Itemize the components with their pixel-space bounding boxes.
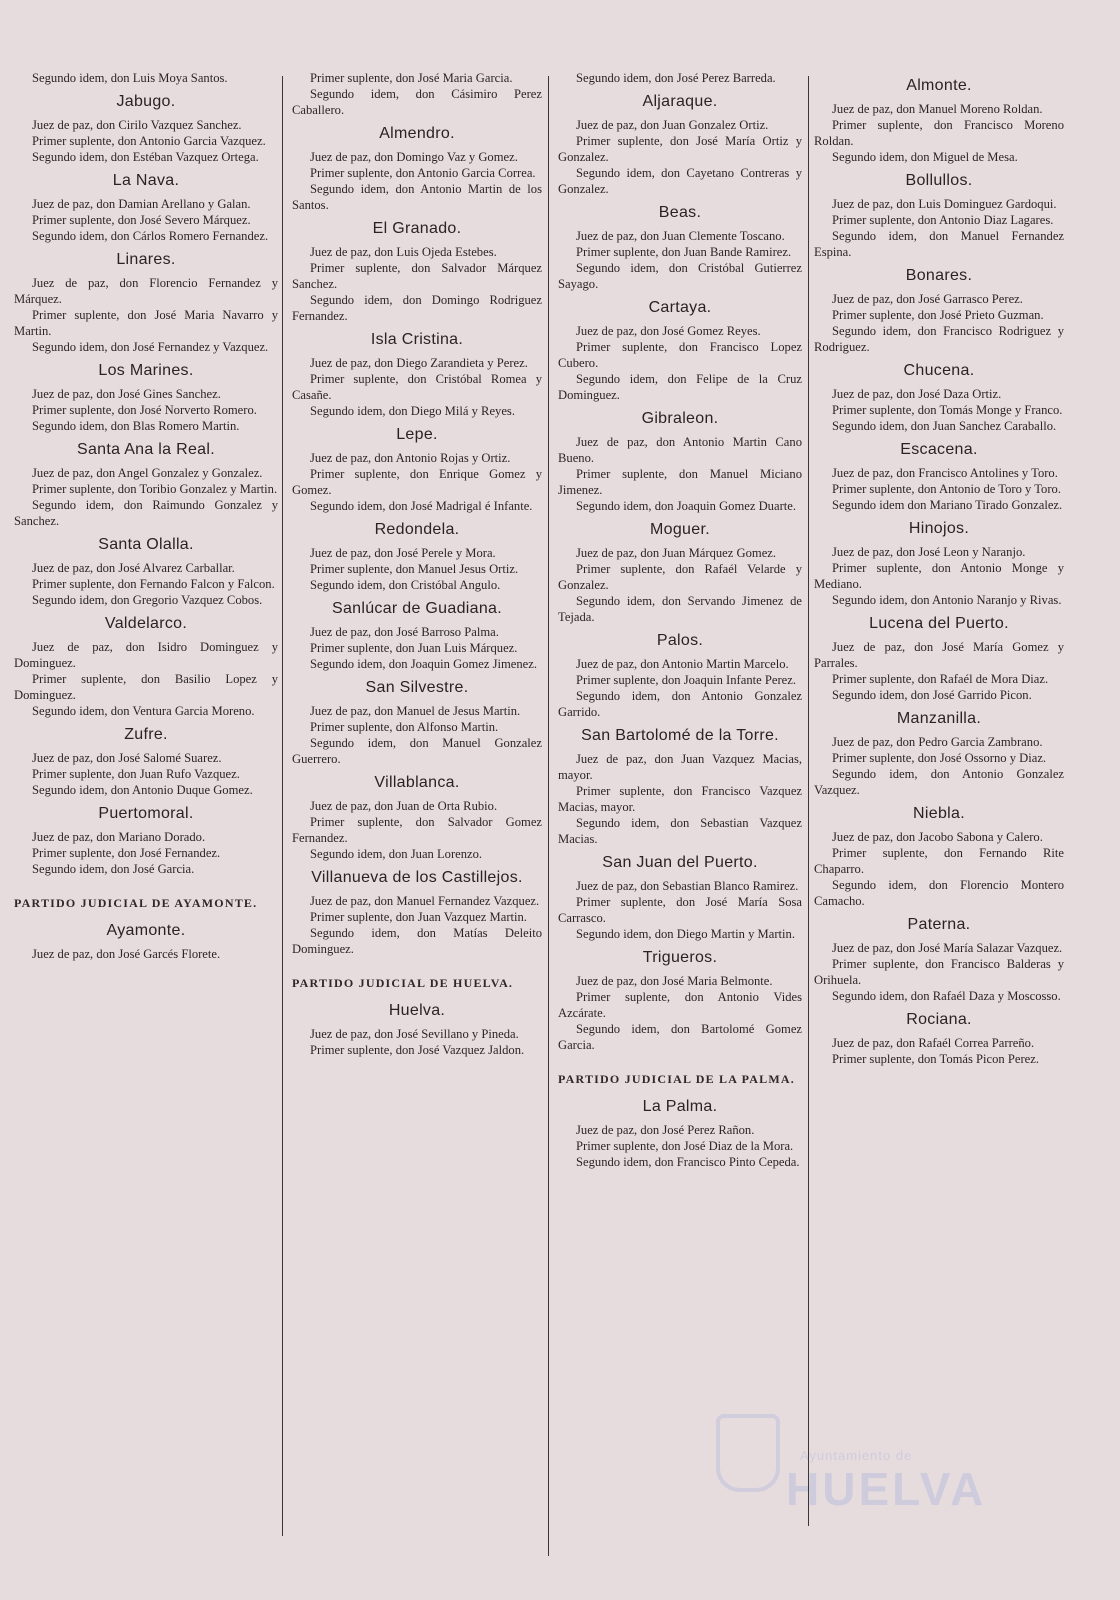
appointment-line: Juez de paz, don José Perez Rañon.: [576, 1123, 755, 1137]
town-heading: Palos.: [656, 632, 704, 649]
appointment-line: Primer suplente, don José María Ortiz y Gonzalez.: [558, 134, 802, 164]
town-heading: Ayamonte.: [106, 922, 186, 939]
appointment-line: Juez de paz, don Mariano Dorado.: [32, 830, 206, 844]
appointment-line: Juez de paz, don José María Salazar Vazquez.: [832, 941, 1063, 955]
appointment-line: Segundo idem, don Ventura Garcia Moreno.: [32, 704, 255, 718]
appointment-line: Primer suplente, don Tomás Monge y Franco.: [832, 403, 1063, 417]
town-heading: Santa Ana la Real.: [77, 441, 215, 458]
appointment-line: Segundo idem, don Domingo Rodriguez Fernandez.: [292, 293, 542, 323]
town-heading: Santa Olalla.: [98, 536, 194, 553]
town-heading: Aljaraque.: [642, 93, 718, 110]
town-heading: Manzanilla.: [896, 710, 982, 727]
appointment-line: Juez de paz, don José Leon y Naranjo.: [832, 545, 1026, 559]
town-heading: Moguer.: [650, 521, 710, 538]
municipality-entry: [14, 727, 278, 798]
municipality-entry: [292, 332, 542, 419]
municipality-entry: [14, 252, 278, 355]
appointment-line: Juez de paz, don José Perele y Mora.: [310, 546, 496, 560]
appointment-line: Primer suplente, don Rafaél Velarde y Gonzalez.: [558, 562, 802, 592]
appointment-line: Juez de paz, don Diego Zarandieta y Perez.: [310, 356, 528, 370]
town-heading: Redondela.: [374, 521, 460, 538]
appointment-line: Segundo idem, don Raimundo Gonzalez y Sanchez.: [14, 498, 278, 528]
town-heading: Niebla.: [913, 805, 965, 822]
municipality-entry: [292, 975, 542, 991]
appointment-line: Primer suplente, don José Diaz de la Mora.: [576, 1139, 794, 1153]
town-heading: Gibraleon.: [641, 410, 719, 427]
appointment-line: Juez de paz, don Angel Gonzalez y Gonzalez.: [32, 466, 263, 480]
town-heading: Jabugo.: [116, 93, 176, 110]
municipality-entry: [558, 205, 802, 292]
column-rule: [808, 76, 809, 1526]
town-heading: Beas.: [658, 204, 702, 221]
appointment-line: Segundo idem, don Felipe de la Cruz Dominguez.: [558, 372, 802, 402]
appointment-line: Segundo idem, don Cárlos Romero Fernandez.: [32, 229, 269, 243]
municipality-entry: [814, 521, 1064, 608]
municipality-entry: [558, 411, 802, 514]
appointment-line: Juez de paz, don Cirilo Vazquez Sanchez.: [32, 118, 242, 132]
municipality-entry: [292, 775, 542, 862]
appointment-line: Juez de paz, don José Daza Ortiz.: [832, 387, 1002, 401]
appointment-line: Juez de paz, don Antonio Martin Cano Bueno.: [558, 435, 802, 465]
watermark-line-2: HUELVA: [786, 1463, 987, 1515]
appointment-line: Primer suplente, don José María Sosa Carrasco.: [558, 895, 802, 925]
appointment-line: Primer suplente, don Toribio Gonzalez y Martin.: [32, 482, 278, 496]
appointment-line: Juez de paz, don Manuel Fernandez Vazquez.: [310, 894, 540, 908]
municipality-entry: [292, 126, 542, 213]
municipality-entry: [14, 923, 278, 962]
appointment-line: Primer suplente, don Manuel Jesus Ortiz.: [310, 562, 519, 576]
appointment-line: Juez de paz, don Jacobo Sabona y Calero.: [832, 830, 1043, 844]
municipality-entry: [814, 363, 1064, 434]
municipality-entry: [814, 917, 1064, 1004]
appointment-line: Primer suplente, don Francisco Lopez Cubero.: [558, 340, 802, 370]
town-heading: San Juan del Puerto.: [602, 854, 758, 871]
appointment-line: Primer suplente, don Juan Vazquez Martin.: [310, 910, 527, 924]
appointment-line: Segundo idem, don José Garrido Picon.: [832, 688, 1032, 702]
town-heading: Bollullos.: [905, 172, 973, 189]
municipality-entry: [292, 70, 542, 118]
judicial-district-heading: PARTIDO JUDICIAL DE LA PALMA.: [558, 1072, 795, 1086]
appointment-line: Juez de paz, don José Garcés Florete.: [32, 947, 221, 961]
appointment-line: Segundo idem, don Diego Milá y Reyes.: [310, 404, 515, 418]
municipality-entry: [292, 601, 542, 672]
appointment-line: Juez de paz, don José Gines Sanchez.: [32, 387, 221, 401]
appointment-line: Primer suplente, don Francisco Moreno Roldan.: [814, 118, 1064, 148]
appointment-line: Juez de paz, don José Garrasco Perez.: [832, 292, 1023, 306]
town-heading: La Nava.: [112, 172, 180, 189]
appointment-line: Segundo idem, don Antonio Gonzalez Garrido.: [558, 689, 802, 719]
appointment-line: Primer suplente, don Antonio Garcia Vazquez.: [32, 134, 266, 148]
appointment-line: Primer suplente, don José Ossorno y Diaz.: [832, 751, 1047, 765]
town-heading: La Palma.: [642, 1098, 718, 1115]
appointment-line: Juez de paz, don Juan Márquez Gomez.: [576, 546, 777, 560]
appointment-line: Primer suplente, don Francisco Vazquez Macias, mayor.: [558, 784, 802, 814]
text-column-2: [292, 70, 542, 1590]
municipality-entry: [14, 94, 278, 165]
town-heading: Villablanca.: [374, 774, 460, 791]
appointment-line: Primer suplente, don Antonio Diaz Lagares.: [832, 213, 1054, 227]
municipality-entry: [814, 616, 1064, 703]
appointment-line: Juez de paz, don Francisco Antolines y Toro.: [832, 466, 1058, 480]
column-rule: [548, 76, 549, 1556]
municipality-entry: [292, 870, 542, 957]
appointment-line: Primer suplente, don Fernando Falcon y Falcon.: [32, 577, 275, 591]
appointment-line: Segundo idem, don Juan Sanchez Caraballo.: [832, 419, 1057, 433]
municipality-entry: [558, 522, 802, 625]
town-heading: Cartaya.: [648, 299, 712, 316]
appointment-line: Primer suplente, don José Vazquez Jaldon.: [310, 1043, 525, 1057]
appointment-line: Segundo idem, don Rafaél Daza y Moscosso.: [832, 989, 1061, 1003]
appointment-line: Segundo idem, don Joaquin Gomez Jimenez.: [310, 657, 537, 671]
appointment-line: Primer suplente, don Manuel Miciano Jimenez.: [558, 467, 802, 497]
appointment-line: Segundo idem, don Cayetano Contreras y Gonzalez.: [558, 166, 802, 196]
appointment-line: Juez de paz, don José Gomez Reyes.: [576, 324, 761, 338]
appointment-line: Segundo idem, don Cásimiro Perez Caballero.: [292, 87, 542, 117]
appointment-line: Segundo idem, don Estéban Vazquez Ortega.: [32, 150, 259, 164]
appointment-line: Juez de paz, don Luis Dominguez Gardoqui.: [832, 197, 1057, 211]
appointment-line: Primer suplente, don Enrique Gomez y Gomez.: [292, 467, 542, 497]
appointment-line: Segundo idem, don José Garcia.: [32, 862, 195, 876]
municipality-entry: [814, 442, 1064, 513]
appointment-line: Primer suplente, don Alfonso Martin.: [310, 720, 499, 734]
town-heading: San Bartolomé de la Torre.: [581, 727, 779, 744]
town-heading: Puertomoral.: [98, 805, 194, 822]
town-heading: Los Marines.: [98, 362, 194, 379]
town-heading: Trigueros.: [642, 949, 718, 966]
appointment-line: Primer suplente, don Tomás Picon Perez.: [832, 1052, 1039, 1066]
appointment-line: Segundo idem don Mariano Tirado Gonzalez.: [832, 498, 1063, 512]
municipality-entry: [558, 855, 802, 942]
appointment-line: Segundo idem, don Cristóbal Gutierrez Sayago.: [558, 261, 802, 291]
appointment-line: Segundo idem, don Antonio Naranjo y Rivas.: [832, 593, 1062, 607]
appointment-line: Segundo idem, don Diego Martin y Martin.: [576, 927, 795, 941]
municipality-entry: [14, 363, 278, 434]
municipality-entry: [14, 806, 278, 877]
appointment-line: Segundo idem, don Gregorio Vazquez Cobos.: [32, 593, 263, 607]
town-heading: Lucena del Puerto.: [869, 615, 1009, 632]
appointment-line: Segundo idem, don José Perez Barreda.: [576, 71, 776, 85]
appointment-line: Juez de paz, don Damian Arellano y Galan.: [32, 197, 251, 211]
appointment-line: Primer suplente, don Basilio Lopez y Dominguez.: [14, 672, 278, 702]
appointment-line: Segundo idem, don Bartolomé Gomez Garcia.: [558, 1022, 802, 1052]
text-column-3: [558, 70, 802, 1590]
appointment-line: Primer suplente, don Joaquin Infante Perez.: [576, 673, 796, 687]
municipality-entry: [14, 442, 278, 529]
appointment-line: Primer suplente, don José Maria Navarro y Martin.: [14, 308, 278, 338]
appointment-line: Segundo idem, don Manuel Gonzalez Guerrero.: [292, 736, 542, 766]
appointment-line: Segundo idem, don Sebastian Vazquez Macias.: [558, 816, 802, 846]
appointment-line: Segundo idem, don Manuel Fernandez Espina.: [814, 229, 1064, 259]
appointment-line: Segundo idem, don Joaquin Gomez Duarte.: [576, 499, 796, 513]
municipality-entry: [292, 221, 542, 324]
appointment-line: Juez de paz, don Antonio Martin Marcelo.: [576, 657, 789, 671]
appointment-line: Segundo idem, don Florencio Montero Camacho.: [814, 878, 1064, 908]
appointment-line: Primer suplente, don José Maria Garcia.: [310, 71, 513, 85]
municipality-entry: [292, 522, 542, 593]
municipality-entry: [558, 1099, 802, 1170]
town-heading: Valdelarco.: [104, 615, 188, 632]
appointment-line: Segundo idem, don Blas Romero Martin.: [32, 419, 240, 433]
appointment-line: Juez de paz, don Isidro Dominguez y Dominguez.: [14, 640, 278, 670]
appointment-line: Segundo idem, don Francisco Pinto Cepeda.: [576, 1155, 800, 1169]
judicial-district-heading: PARTIDO JUDICIAL DE HUELVA.: [292, 976, 514, 990]
appointment-line: Primer suplente, don Antonio Vides Azcárate.: [558, 990, 802, 1020]
appointment-line: Segundo idem, don Juan Lorenzo.: [310, 847, 483, 861]
appointment-line: Primer suplente, don Juan Luis Márquez.: [310, 641, 518, 655]
municipality-entry: [14, 616, 278, 719]
town-heading: Zufre.: [124, 726, 168, 743]
municipality-entry: [558, 300, 802, 403]
town-heading: Huelva.: [388, 1002, 446, 1019]
town-heading: Lepe.: [396, 426, 438, 443]
appointment-line: Segundo idem, don Antonio Gonzalez Vazquez.: [814, 767, 1064, 797]
appointment-line: Segundo idem, don Cristóbal Angulo.: [310, 578, 501, 592]
appointment-line: Primer suplente, don Antonio Garcia Correa.: [310, 166, 536, 180]
municipality-entry: [814, 711, 1064, 798]
town-heading: Chucena.: [903, 362, 975, 379]
watermark-line-1: Ayuntamiento de: [800, 1448, 913, 1463]
town-heading: Isla Cristina.: [370, 331, 464, 348]
municipality-entry: [14, 173, 278, 244]
appointment-line: Primer suplente, don Salvador Gomez Fernandez.: [292, 815, 542, 845]
municipality-entry: [814, 268, 1064, 355]
municipality-entry: [558, 94, 802, 197]
appointment-line: Juez de paz, don Antonio Rojas y Ortiz.: [310, 451, 511, 465]
municipality-entry: [558, 950, 802, 1053]
appointment-line: Primer suplente, don José Prieto Guzman.: [832, 308, 1044, 322]
town-heading: San Silvestre.: [365, 679, 469, 696]
municipality-entry: [558, 728, 802, 847]
municipality-entry: [814, 1012, 1064, 1067]
town-heading: El Granado.: [372, 220, 462, 237]
appointment-line: Primer suplente, don Cristóbal Romea y Casañe.: [292, 372, 542, 402]
town-heading: Bonares.: [905, 267, 973, 284]
town-heading: Rociana.: [906, 1011, 972, 1028]
municipality-entry: [814, 173, 1064, 260]
town-heading: Hinojos.: [908, 520, 970, 537]
text-column-1: [14, 70, 278, 1590]
appointment-line: Juez de paz, don José Barroso Palma.: [310, 625, 499, 639]
appointment-line: Juez de paz, don Luis Ojeda Estebes.: [310, 245, 497, 259]
appointment-line: Juez de paz, don Juan Gonzalez Ortiz.: [576, 118, 769, 132]
appointment-line: Juez de paz, don Florencio Fernandez y Márquez.: [14, 276, 278, 306]
town-heading: Villanueva de los Castillejos.: [311, 869, 523, 886]
appointment-line: Primer suplente, don José Norverto Romero.: [32, 403, 257, 417]
town-heading: Almonte.: [906, 77, 972, 94]
appointment-line: Primer suplente, don Juan Rufo Vazquez.: [32, 767, 240, 781]
appointment-line: Juez de paz, don José Maria Belmonte.: [576, 974, 773, 988]
appointment-line: Primer suplente, don José Severo Márquez.: [32, 213, 251, 227]
text-column-4: [814, 70, 1064, 1590]
town-heading: Linares.: [116, 251, 176, 268]
municipality-entry: [292, 427, 542, 514]
appointment-line: Juez de paz, don Manuel Moreno Roldan.: [832, 102, 1043, 116]
municipality-entry: [814, 78, 1064, 165]
appointment-line: Juez de paz, don Juan Vazquez Macias, mayor.: [558, 752, 802, 782]
appointment-line: Juez de paz, don Rafaél Correa Parreño.: [832, 1036, 1035, 1050]
appointment-line: Primer suplente, don Rafaél de Mora Diaz.: [832, 672, 1049, 686]
appointment-line: Segundo idem, don Luis Moya Santos.: [32, 71, 228, 85]
municipality-entry: [558, 633, 802, 720]
municipality-entry: [292, 1003, 542, 1058]
appointment-line: Juez de paz, don José Salomé Suarez.: [32, 751, 222, 765]
appointment-line: Juez de paz, don José Alvarez Carballar.: [32, 561, 235, 575]
town-heading: Escacena.: [900, 441, 978, 458]
appointment-line: Segundo idem, don Francisco Rodriguez y Rodriguez.: [814, 324, 1064, 354]
municipality-entry: [558, 70, 802, 86]
appointment-line: Primer suplente, don Francisco Balderas y Orihuela.: [814, 957, 1064, 987]
column-rule: [282, 76, 283, 1536]
appointment-line: Segundo idem, don José Fernandez y Vazquez.: [32, 340, 269, 354]
appointment-line: Segundo idem, don Miguel de Mesa.: [832, 150, 1018, 164]
appointment-line: Primer suplente, don Antonio de Toro y Toro.: [832, 482, 1061, 496]
judicial-district-heading: PARTIDO JUDICIAL DE AYAMONTE.: [14, 896, 258, 910]
appointment-line: Juez de paz, don Domingo Vaz y Gomez.: [310, 150, 518, 164]
appointment-line: Juez de paz, don José María Gomez y Parrales.: [814, 640, 1064, 670]
appointment-line: Juez de paz, don Sebastian Blanco Ramirez.: [576, 879, 799, 893]
municipality-entry: [292, 680, 542, 767]
municipality-entry: [14, 70, 278, 86]
appointment-line: Primer suplente, don Salvador Márquez Sanchez.: [292, 261, 542, 291]
municipality-entry: [558, 1071, 802, 1087]
appointment-line: Primer suplente, don Antonio Monge y Mediano.: [814, 561, 1064, 591]
municipality-entry: [14, 895, 278, 911]
appointment-line: Juez de paz, don Pedro Garcia Zambrano.: [832, 735, 1043, 749]
appointment-line: Primer suplente, don Juan Bande Ramirez.: [576, 245, 792, 259]
appointment-line: Segundo idem, don José Madrigal é Infante.: [310, 499, 533, 513]
appointment-line: Juez de paz, don Juan Clemente Toscano.: [576, 229, 785, 243]
appointment-line: Segundo idem, don Servando Jimenez de Tejada.: [558, 594, 802, 624]
appointment-line: Juez de paz, don Manuel de Jesus Martin.: [310, 704, 521, 718]
appointment-line: Juez de paz, don Juan de Orta Rubio.: [310, 799, 498, 813]
appointment-line: Juez de paz, don José Sevillano y Pineda.: [310, 1027, 519, 1041]
appointment-line: Segundo idem, don Antonio Duque Gomez.: [32, 783, 253, 797]
appointment-line: Segundo idem, don Matías Deleito Dominguez.: [292, 926, 542, 956]
municipality-entry: [814, 806, 1064, 909]
town-heading: Paterna.: [907, 916, 971, 933]
appointment-line: Primer suplente, don José Fernandez.: [32, 846, 221, 860]
appointment-line: Primer suplente, don Fernando Rite Chaparro.: [814, 846, 1064, 876]
municipality-entry: [14, 537, 278, 608]
town-heading: Sanlúcar de Guadiana.: [332, 600, 502, 617]
town-heading: Almendro.: [379, 125, 455, 142]
appointment-line: Segundo idem, don Antonio Martin de los Santos.: [292, 182, 542, 212]
